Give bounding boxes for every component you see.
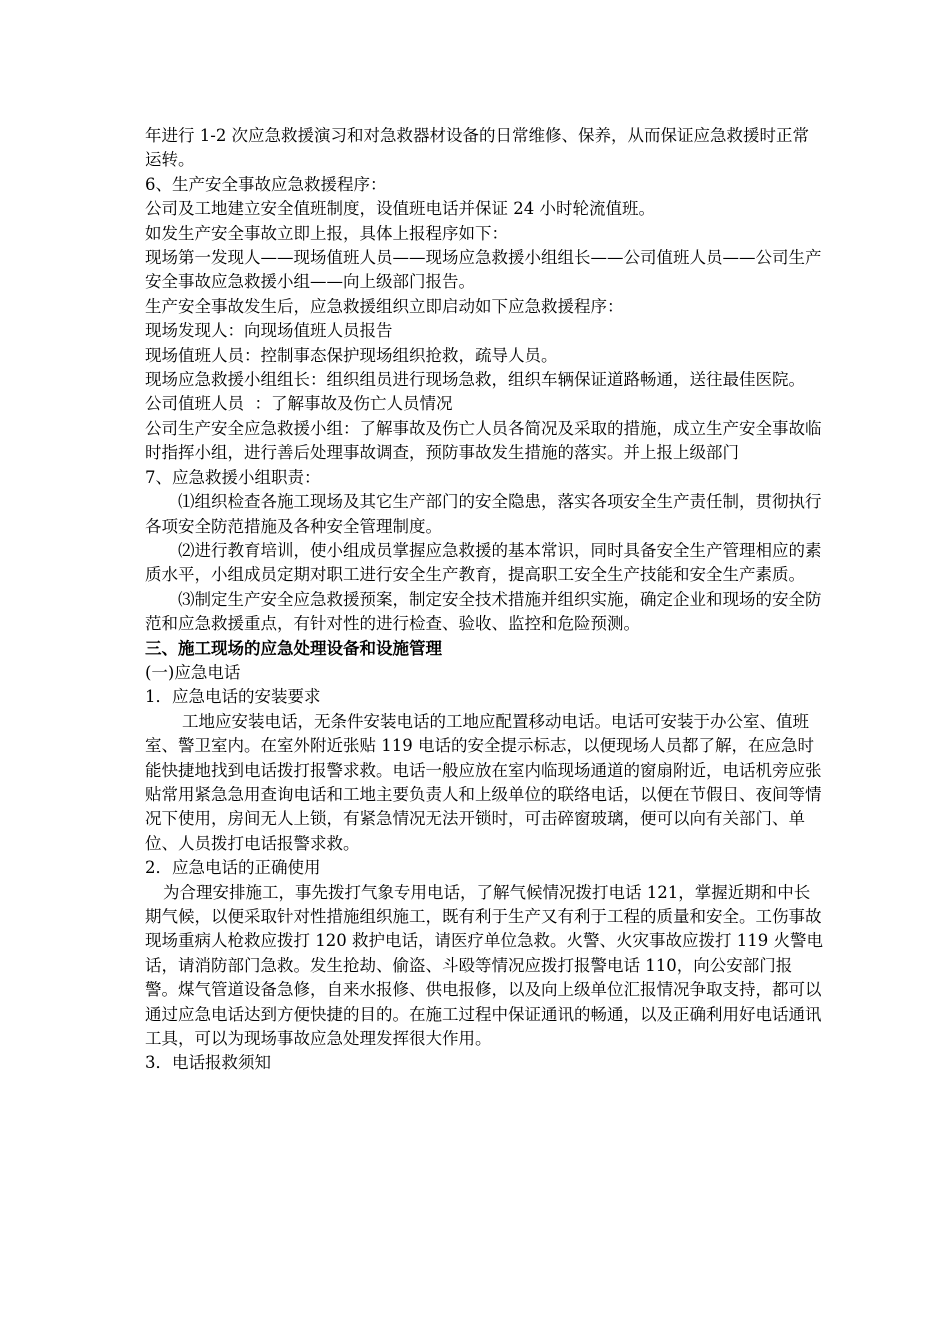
paragraph-phone-install: 工地应安装电话，无条件安装电话的工地应配置移动电话。电话可安装于办公室、值班室、警卫室内。在室外附近张贴 119 电话的安全提示标志，以便现场人员都了解，在应急时能快捷地找到电话拨打报警求救。电话一般应放在室内临现场通道的窗扇附近，电话机旁应张贴常用紧急急用查询电话和工地主要负责人和上级单位的联络电话，以便在节假日、夜间等情况下使用，房间无人上锁，有紧急情况无法开锁时，可击碎窗玻璃，便可以向有关部门、单位、人员拨打电话报警求救。 xyxy=(145,711,822,853)
heading-team-duties: 7、应急救援小组职责： xyxy=(145,467,321,487)
paragraph-onsite-duty: 现场值班人员：控制事态保护现场组织抢救，疏导人员。 xyxy=(145,345,558,365)
paragraph-duty-1: ⑴组织检查各施工现场及其它生产部门的安全隐患，落实各项安全生产责任制，贯彻执行各项安全防范措施及各种安全管理制度。 xyxy=(145,492,822,536)
paragraph-company-duty: 公司值班人员 ：了解事故及伤亡人员情况 xyxy=(145,394,453,414)
subheading-phone-notice: 3．电话报救须知 xyxy=(145,1053,271,1073)
subheading-phone-use: 2．应急电话的正确使用 xyxy=(145,858,321,878)
section-heading-3: 三、施工现场的应急处理设备和设施管理 xyxy=(145,638,442,658)
paragraph-duty-3: ⑶制定生产安全应急救援预案，制定安全技术措施并组织实施，确定企业和现场的安全防范和应急救援重点，有针对性的进行检查、验收、监控和危险预测。 xyxy=(145,589,822,634)
paragraph-duty-2: ⑵进行教育培训，使小组成员掌握应急救援的基本常识，同时具备安全生产管理相应的素质水平，小组成员定期对职工进行安全生产教育，提高职工安全生产技能和安全生产素质。 xyxy=(145,540,822,585)
subheading-phone-install: 1．应急电话的安装要求 xyxy=(145,687,321,707)
paragraph-drill-maintenance: 年进行 1-2 次应急救援演习和对急救器材设备的日常维修、保养，从而保证应急救援时正常运转。 xyxy=(145,126,810,170)
document-page xyxy=(145,124,825,1076)
paragraph-phone-use: 为合理安排施工，事先拨打气象专用电话，了解气候情况拨打电话 121，掌握近期和中长期气候，以便采取针对性措施组织施工，既有利于生产又有利于工程的质量和安全。工伤事故现场重病人枪救应拨打 120 救护电话，请医疗单位急救。火警、火灾事故应拨打 119 火警电话，请消防部门急救。发生抢劫、偷盗、斗殴等情况应拨打报警电话 110，向公安部门报警。煤气管道设备急修，自来水报修、供电报修，以及向上级单位汇报情况争取支持，都可以通过应急电话达到方便快捷的目的。在施工过程中保证通讯的畅通，以及正确利用好电话通讯工具，可以为现场事故应急处理发挥很大作用。 xyxy=(145,882,823,1049)
paragraph-team-leader: 现场应急救援小组组长：组织组员进行现场急救，组织车辆保证道路畅通，送往最佳医院。 xyxy=(145,370,805,390)
subheading-emergency-phone: (一)应急电话 xyxy=(145,662,241,682)
paragraph-procedure-intro: 生产安全事故发生后，应急救援组织立即启动如下应急救援程序： xyxy=(145,296,624,316)
paragraph-report-chain: 现场第一发现人——现场值班人员——现场应急救援小组组长——公司值班人员——公司生产安全事故应急救援小组——向上级部门报告。 xyxy=(145,248,822,292)
heading-rescue-procedure: 6、生产安全事故应急救援程序： xyxy=(145,174,387,194)
paragraph-duty-system: 公司及工地建立安全值班制度，设值班电话并保证 24 小时轮流值班。 xyxy=(145,199,655,219)
paragraph-company-team: 公司生产安全应急救援小组：了解事故及伤亡人员各简况及采取的措施，成立生产安全事故临时指挥小组，进行善后处理事故调查，预防事故发生措施的落实。并上报上级部门 xyxy=(145,418,822,463)
paragraph-finder: 现场发现人：向现场值班人员报告 xyxy=(145,321,393,341)
paragraph-report-intro: 如发生产安全事故立即上报，具体上报程序如下： xyxy=(145,223,508,243)
